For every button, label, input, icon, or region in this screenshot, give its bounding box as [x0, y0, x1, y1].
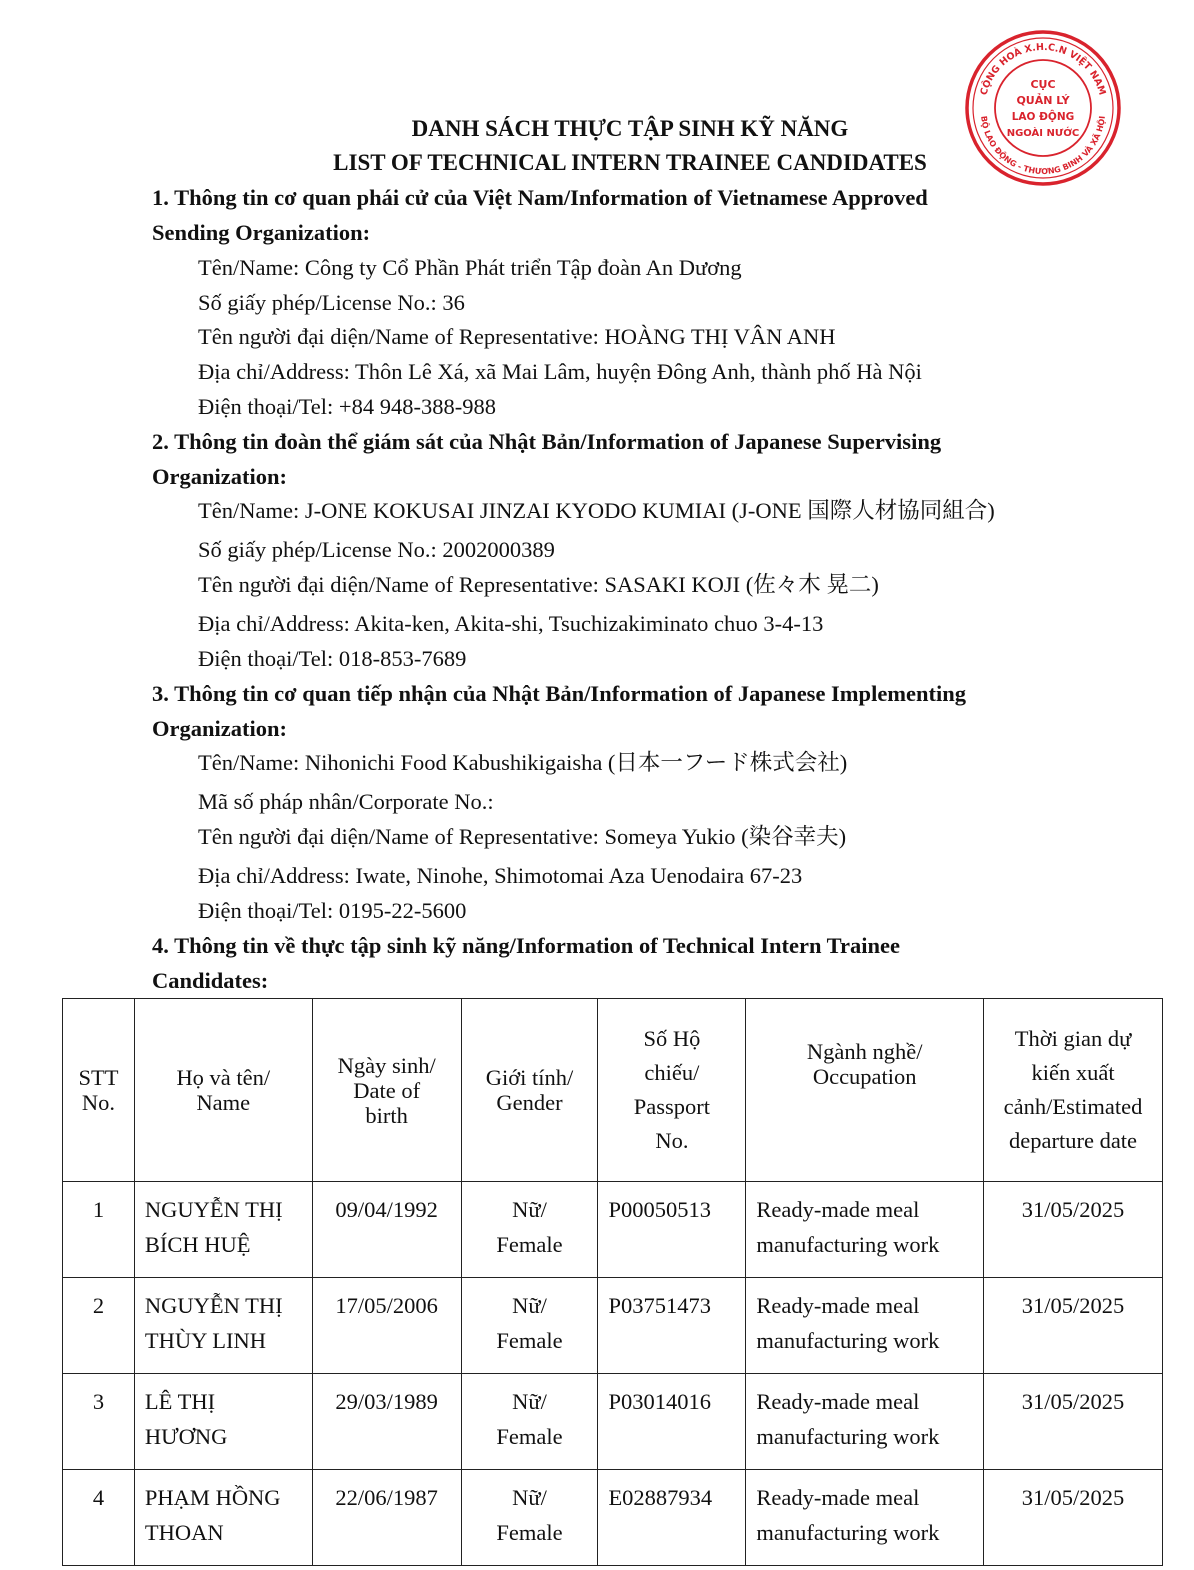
cell-gender: Nữ/ Female: [461, 1278, 598, 1374]
section-2-heading: [152, 424, 1112, 494]
cell-dob: 29/03/1989: [312, 1374, 461, 1470]
cell-no: 4: [63, 1470, 135, 1566]
header-name: Họ và tên/ Name: [134, 999, 312, 1182]
cell-passport: P03751473: [598, 1278, 746, 1374]
section-3-heading: [152, 676, 1112, 746]
section-4-heading-line-1: 4. Thông tin về thực tập sinh kỹ năng/Information of Technical Intern Trainee: [152, 933, 900, 958]
supervising-org-representative: Tên người đại diện/Name of Representative: SASAKI KOJI (佐々木 晃二): [198, 572, 879, 597]
table-row: [63, 1374, 1163, 1470]
supervising-org-address: Địa chỉ/Address: Akita-ken, Akita-shi, Tsuchizakiminato chuo 3-4-13: [198, 611, 824, 636]
sending-org-license: Số giấy phép/License No.: 36: [198, 290, 465, 315]
section-2-heading-line-1: 2. Thông tin đoàn thể giám sát của Nhật Bản/Information of Japanese Supervising: [152, 429, 942, 454]
section-4-heading: [152, 928, 1112, 998]
section-3-heading-line-2: Organization:: [152, 716, 287, 741]
cell-dob: 22/06/1987: [312, 1470, 461, 1566]
table-header-row: [63, 999, 1163, 1182]
section-4-heading-line-2: Candidates:: [152, 968, 269, 993]
cell-occupation: Ready-made meal manufacturing work: [746, 1278, 984, 1374]
section-1-heading-line-1: 1. Thông tin cơ quan phái cử của Việt Nam/Information of Vietnamese Approved: [152, 185, 928, 210]
cell-no: 3: [63, 1374, 135, 1470]
cell-name: PHẠM HỒNG THOAN: [134, 1470, 312, 1566]
stamp-line-2: QUẢN LÝ: [1016, 94, 1070, 107]
cell-passport: E02887934: [598, 1470, 746, 1566]
cell-no: 1: [63, 1182, 135, 1278]
cell-occupation: Ready-made meal manufacturing work: [746, 1374, 984, 1470]
implementing-org-address: Địa chỉ/Address: Iwate, Ninohe, Shimotomai Aza Uenodaira 67-23: [198, 863, 803, 888]
table-row: [63, 1182, 1163, 1278]
cell-name: NGUYỄN THỊ THÙY LINH: [134, 1278, 312, 1374]
supervising-org-tel: Điện thoại/Tel: 018-853-7689: [198, 646, 467, 671]
stamp-outer-text: CỘNG HOÀ X.H.C.N VIỆT NAM: [978, 41, 1108, 97]
header-no: STT No.: [63, 999, 135, 1182]
implementing-org-name: Tên/Name: Nihonichi Food Kabushikigaisha (日本一フード株式会社): [198, 750, 848, 775]
header-occupation: Ngành nghề/ Occupation: [746, 999, 984, 1182]
stamp-line-4: NGOÀI NƯỚC: [1006, 128, 1080, 139]
cell-passport: P00050513: [598, 1182, 746, 1278]
cell-gender: Nữ/ Female: [461, 1182, 598, 1278]
header-date-of-birth: Ngày sinh/ Date of birth: [312, 999, 461, 1182]
cell-departure: 31/05/2025: [984, 1470, 1163, 1566]
header-departure-date: Thời gian dự kiến xuất cảnh/Estimated departure date: [984, 999, 1163, 1182]
cell-name: LÊ THỊ HƯƠNG: [134, 1374, 312, 1470]
stamp-line-1: CỤC: [1030, 78, 1056, 91]
header-gender: Giới tính/ Gender: [461, 999, 598, 1182]
supervising-org-name: Tên/Name: J-ONE KOKUSAI JINZAI KYODO KUMIAI (J-ONE 国際人材協同組合): [198, 498, 995, 523]
sending-org-tel: Điện thoại/Tel: +84 948-388-988: [198, 394, 496, 419]
section-1-heading-line-2: Sending Organization:: [152, 220, 371, 245]
cell-gender: Nữ/ Female: [461, 1374, 598, 1470]
cell-dob: 09/04/1992: [312, 1182, 461, 1278]
stamp-line-3: LAO ĐỘNG: [1011, 111, 1075, 123]
section-3-heading-line-1: 3. Thông tin cơ quan tiếp nhận của Nhật Bản/Information of Japanese Implementing: [152, 681, 967, 706]
cell-name: NGUYỄN THỊ BÍCH HUỆ: [134, 1182, 312, 1278]
sending-org-name: Tên/Name: Công ty Cổ Phần Phát triển Tập đoàn An Dương: [198, 255, 742, 280]
implementing-org-representative: Tên người đại diện/Name of Representative: Someya Yukio (染谷幸夫): [198, 824, 847, 849]
implementing-org-corporate-no: Mã số pháp nhân/Corporate No.:: [198, 789, 494, 814]
cell-occupation: Ready-made meal manufacturing work: [746, 1470, 984, 1566]
implementing-org-tel: Điện thoại/Tel: 0195-22-5600: [198, 898, 467, 923]
cell-dob: 17/05/2006: [312, 1278, 461, 1374]
section-2-heading-line-2: Organization:: [152, 464, 287, 489]
table-row: [63, 1278, 1163, 1374]
document-title-vi: DANH SÁCH THỰC TẬP SINH KỸ NĂNG: [411, 116, 849, 141]
supervising-org-license: Số giấy phép/License No.: 2002000389: [198, 537, 555, 562]
document-title-en: LIST OF TECHNICAL INTERN TRAINEE CANDIDATES: [333, 150, 927, 175]
candidates-table: [62, 998, 1163, 1566]
cell-departure: 31/05/2025: [984, 1182, 1163, 1278]
cell-departure: 31/05/2025: [984, 1374, 1163, 1470]
table-row: [63, 1470, 1163, 1566]
header-passport: Số Hộ chiếu/ Passport No.: [598, 999, 746, 1182]
sending-org-representative: Tên người đại diện/Name of Representative: HOÀNG THỊ VÂN ANH: [198, 324, 836, 349]
cell-gender: Nữ/ Female: [461, 1470, 598, 1566]
cell-occupation: Ready-made meal manufacturing work: [746, 1182, 984, 1278]
sending-org-address: Địa chỉ/Address: Thôn Lê Xá, xã Mai Lâm, huyện Đông Anh, thành phố Hà Nội: [198, 359, 922, 384]
cell-departure: 31/05/2025: [984, 1278, 1163, 1374]
section-1-heading: [152, 180, 1112, 250]
stamp-bottom-text: BỘ LAO ĐỘNG - THƯƠNG BINH VÀ XÃ HỘI: [979, 115, 1107, 177]
cell-no: 2: [63, 1278, 135, 1374]
cell-passport: P03014016: [598, 1374, 746, 1470]
